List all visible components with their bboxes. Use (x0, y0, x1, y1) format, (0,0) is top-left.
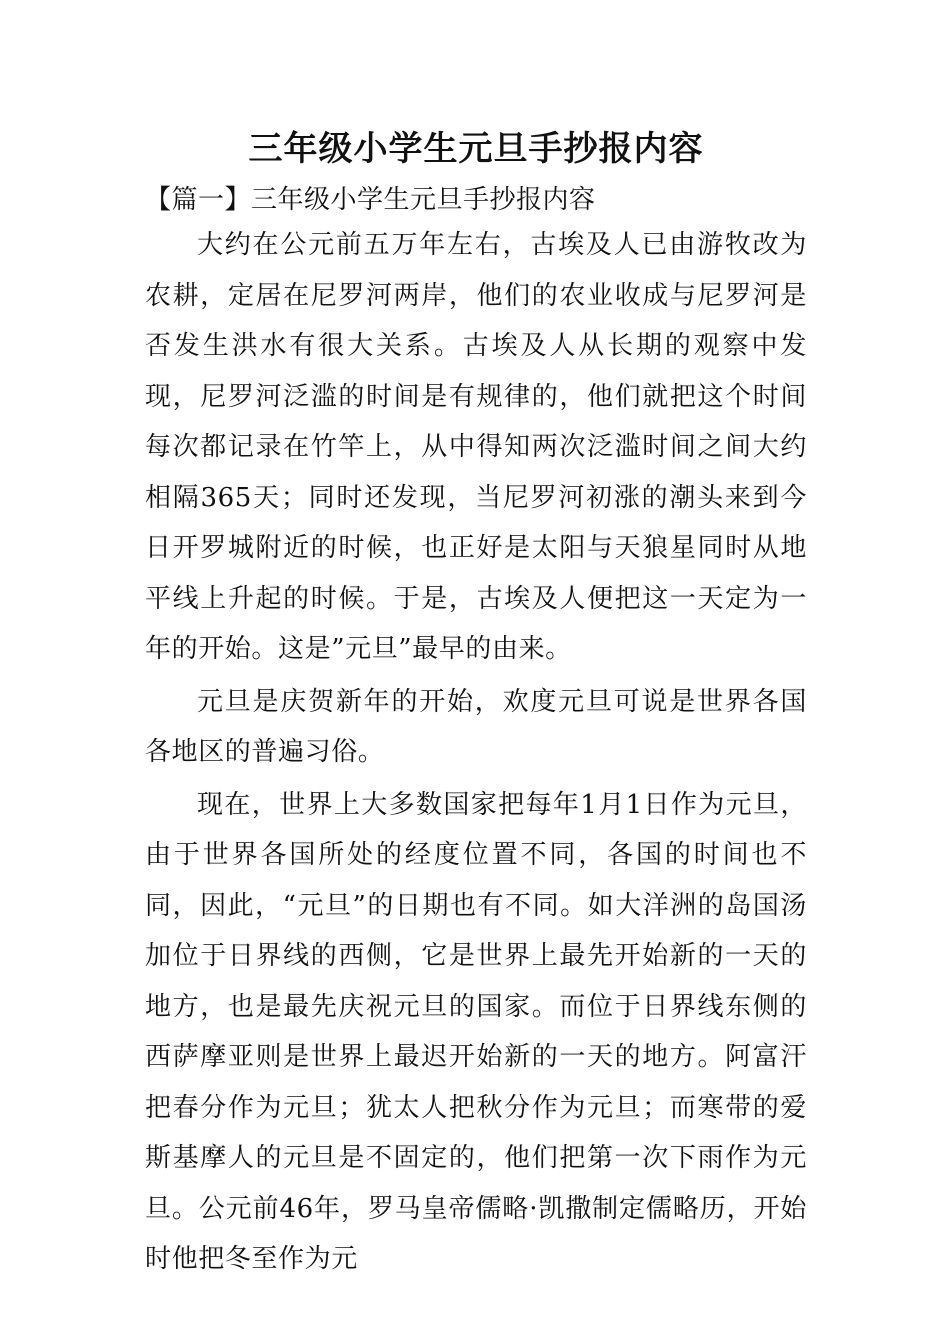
paragraph-celebration: 元旦是庆贺新年的开始，欢度元旦可说是世界各国各地区的普遍习俗。 (145, 686, 807, 767)
section-label: 【篇一】三年级小学生元旦手抄报内容 (145, 185, 596, 215)
document-title: 三年级小学生元旦手抄报内容 (248, 129, 704, 169)
paragraph-origin: 大约在公元前五万年左右，古埃及人已由游牧改为农耕，定居在尼罗河两岸，他们的农业收成与尼罗河是否发生洪水有很大关系。古埃及人从长期的观察中发现，尼罗河泛滥的时间是有规律的，他们就把这个时间每次都记录在竹竿上，从中得知两次泛滥时间之间大约相隔365天；同时还发现，当尼罗河初涨的潮头来到今日开罗城附近的时候，也正好是太阳与天狼星同时从地平线上升起的时候。于是，古埃及人便把这一天定为一年的开始。这是”元旦”最早的由来。 (145, 230, 807, 664)
paragraph-world-dates: 现在，世界上大多数国家把每年1月1日作为元旦，由于世界各国所处的经度位置不同，各国的时间也不同，因此，“元旦”的日期也有不同。如大洋洲的岛国汤加位于日界线的西侧，它是世界上最先开始新的一天的地方，也是最先庆祝元旦的国家。而位于日界线东侧的西萨摩亚则是世界上最迟开始新的一天的地方。阿富汗把春分作为元旦；犹太人把秋分作为元旦；而寒带的爱斯基摩人的元旦是不固定的，他们把第一次下雨作为元旦。公元前46年，罗马皇帝儒略·凯撒制定儒略历，开始时他把冬至作为元 (145, 789, 807, 1274)
document-page (145, 118, 807, 1287)
